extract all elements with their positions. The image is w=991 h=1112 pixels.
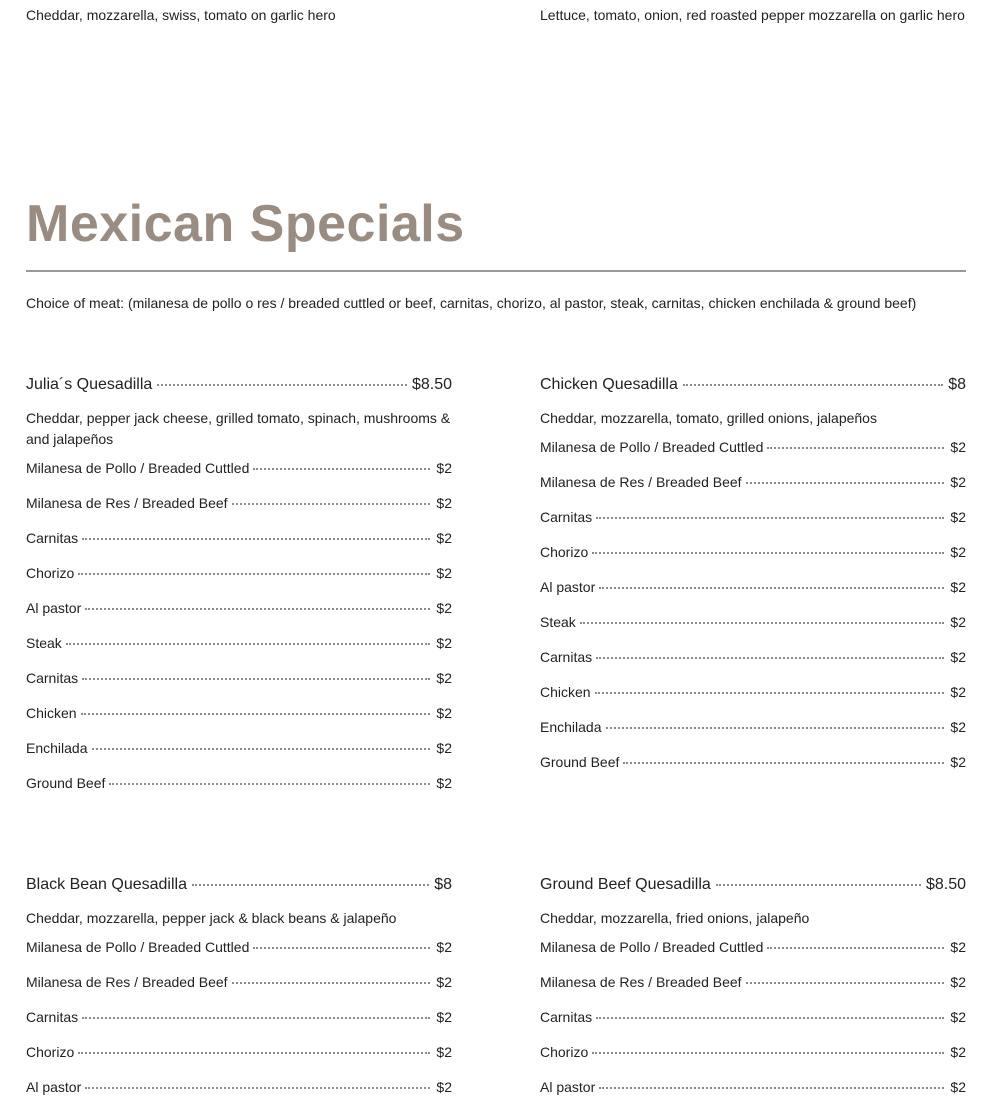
meat-option-price: $2 (950, 684, 966, 700)
menu-item-description: Cheddar, pepper jack cheese, grilled tomato, spinach, mushrooms & and jalapeños (26, 410, 451, 447)
meat-option-label: Chicken (26, 705, 77, 721)
meat-option (26, 1077, 452, 1112)
dot-leader (157, 384, 407, 386)
meat-option-price: $2 (950, 614, 966, 630)
meat-option-label: Al pastor (26, 600, 82, 616)
meat-option-price: $2 (436, 670, 452, 686)
dot-leader (716, 884, 921, 886)
meat-option (26, 458, 452, 493)
menu-item-julias-quesadilla (26, 374, 452, 808)
dot-leader (595, 692, 945, 694)
dot-leader (82, 1017, 430, 1019)
menu-item-black-bean-quesadilla (26, 874, 452, 1112)
meat-option-label: Chicken (540, 684, 591, 700)
meat-option-label: Enchilada (540, 719, 602, 735)
menu-item-description: Cheddar, mozzarella, pepper jack & black beans & jalapeño (26, 910, 397, 926)
meat-option-label: Milanesa de Res / Breaded Beef (540, 974, 742, 990)
meat-option-price: $2 (950, 1009, 966, 1025)
meat-option-label: Steak (26, 635, 62, 651)
meat-option (26, 563, 452, 598)
menu-item-name: Ground Beef Quesadilla (540, 876, 711, 893)
meat-option (540, 1042, 966, 1077)
meat-option-label: Chorizo (540, 544, 589, 560)
meat-option-price: $2 (436, 974, 452, 990)
meat-option (26, 1007, 452, 1042)
dot-leader (596, 657, 944, 659)
menu-item-description: Cheddar, mozzarella, tomato, grilled onions, jalapeños (540, 410, 877, 426)
dot-leader (85, 1087, 430, 1089)
dot-leader (606, 727, 945, 729)
menu-item-header (540, 874, 966, 896)
meat-option-price: $2 (436, 1079, 452, 1095)
dot-leader (623, 762, 944, 764)
menu-item-header (540, 374, 966, 396)
dot-leader (592, 1052, 944, 1054)
meat-option (26, 528, 452, 563)
dot-leader (82, 538, 430, 540)
meat-option-label: Milanesa de Pollo / Breaded Cuttled (540, 939, 764, 955)
menu-item-price: $8 (434, 876, 452, 893)
meat-option-label: Milanesa de Res / Breaded Beef (540, 474, 742, 490)
meat-option (540, 577, 966, 612)
meat-option-price: $2 (436, 565, 452, 581)
previous-item-description-right: Lettuce, tomato, onion, red roasted pepper mozzarella on garlic hero (540, 7, 965, 23)
meat-option-price: $2 (950, 754, 966, 770)
menu-item-ground-beef-quesadilla (540, 874, 966, 1112)
meat-option-label: Milanesa de Res / Breaded Beef (26, 495, 228, 511)
menu-item-price: $8.50 (925, 876, 966, 893)
meat-option-price: $2 (436, 1044, 452, 1060)
meat-option (540, 507, 966, 542)
meat-option (26, 598, 452, 633)
meat-option-price: $2 (436, 530, 452, 546)
meat-option-price: $2 (950, 579, 966, 595)
meat-option-label: Carnitas (540, 649, 593, 665)
meat-option-price: $2 (950, 719, 966, 735)
meat-option-price: $2 (436, 1009, 452, 1025)
meat-option (540, 437, 966, 472)
dot-leader (78, 573, 430, 575)
meat-option (540, 472, 966, 507)
meat-option (540, 752, 966, 787)
meat-option (540, 612, 966, 647)
meat-option-price: $2 (436, 939, 452, 955)
menu-item-name: Julia´s Quesadilla (26, 376, 153, 393)
meat-option-price: $2 (436, 705, 452, 721)
meat-option-price: $2 (950, 1044, 966, 1060)
meat-option (26, 1042, 452, 1077)
meat-option-price: $2 (436, 495, 452, 511)
meat-option (26, 972, 452, 1007)
meat-option-price: $2 (950, 974, 966, 990)
meat-option-price: $2 (950, 544, 966, 560)
meat-option-price: $2 (950, 649, 966, 665)
meat-option (540, 647, 966, 682)
meat-option-price: $2 (950, 439, 966, 455)
meat-option (26, 937, 452, 972)
meat-option-label: Steak (540, 614, 576, 630)
menu-item-chicken-quesadilla (540, 374, 966, 787)
meat-option-label: Ground Beef (540, 754, 620, 770)
dot-leader (596, 1017, 944, 1019)
meat-option-label: Milanesa de Pollo / Breaded Cuttled (26, 939, 250, 955)
meat-option-label: Al pastor (26, 1079, 82, 1095)
meat-option-price: $2 (950, 1079, 966, 1095)
meat-options-list (26, 458, 452, 808)
meat-option-label: Chorizo (26, 565, 75, 581)
meat-option-label: Milanesa de Pollo / Breaded Cuttled (26, 460, 250, 476)
meat-option-label: Carnitas (26, 530, 79, 546)
meat-option-label: Al pastor (540, 579, 596, 595)
section-title: Mexican Specials (26, 195, 465, 253)
dot-leader (232, 982, 431, 984)
dot-leader (767, 947, 944, 949)
meat-option-label: Milanesa de Res / Breaded Beef (26, 974, 228, 990)
meat-option-price: $2 (950, 509, 966, 525)
meat-option-label: Carnitas (540, 509, 593, 525)
meat-option-label: Carnitas (26, 1009, 79, 1025)
dot-leader (192, 884, 429, 886)
dot-leader (253, 947, 430, 949)
dot-leader (78, 1052, 430, 1054)
meat-option-label: Milanesa de Pollo / Breaded Cuttled (540, 439, 764, 455)
meat-option-label: Carnitas (26, 670, 79, 686)
dot-leader (253, 468, 430, 470)
dot-leader (82, 678, 430, 680)
meat-options-list (26, 937, 452, 1112)
meat-option (26, 738, 452, 773)
dot-leader (746, 482, 945, 484)
dot-leader (683, 384, 943, 386)
dot-leader (66, 643, 431, 645)
meat-option-price: $2 (436, 600, 452, 616)
dot-leader (767, 447, 944, 449)
menu-item-header (26, 374, 452, 396)
meat-option (540, 542, 966, 577)
dot-leader (580, 622, 945, 624)
meat-option (26, 493, 452, 528)
meat-option (26, 703, 452, 738)
meat-option-price: $2 (950, 939, 966, 955)
meat-options-list (540, 437, 966, 787)
meat-options-list (540, 937, 966, 1112)
meat-option (540, 682, 966, 717)
meat-option-label: Enchilada (26, 740, 88, 756)
dot-leader (109, 783, 430, 785)
menu-item-price: $8.50 (411, 376, 452, 393)
menu-item-price: $8 (948, 376, 966, 393)
menu-item-description: Cheddar, mozzarella, fried onions, jalapeño (540, 910, 810, 926)
meat-option (540, 972, 966, 1007)
meat-option-label: Chorizo (540, 1044, 589, 1060)
meat-option-label: Ground Beef (26, 775, 106, 791)
meat-option-label: Chorizo (26, 1044, 75, 1060)
meat-option (540, 1007, 966, 1042)
meat-option (26, 773, 452, 808)
section-note: Choice of meat: (milanesa de pollo o res / breaded cuttled or beef, carnitas, chorizo, al pastor, steak, carnitas, chicken enchilada & ground beef) (26, 295, 917, 311)
meat-option (26, 633, 452, 668)
meat-option-label: Carnitas (540, 1009, 593, 1025)
menu-item-name: Chicken Quesadilla (540, 376, 678, 393)
menu-item-name: Black Bean Quesadilla (26, 876, 187, 893)
dot-leader (592, 552, 944, 554)
meat-option-price: $2 (436, 740, 452, 756)
meat-option (540, 717, 966, 752)
previous-item-description-left: Cheddar, mozzarella, swiss, tomato on garlic hero (26, 7, 336, 23)
meat-option-price: $2 (436, 460, 452, 476)
dot-leader (85, 608, 430, 610)
dot-leader (232, 503, 431, 505)
meat-option-price: $2 (950, 474, 966, 490)
meat-option-label: Al pastor (540, 1079, 596, 1095)
dot-leader (599, 1087, 944, 1089)
meat-option-price: $2 (436, 635, 452, 651)
dot-leader (746, 982, 945, 984)
dot-leader (599, 587, 944, 589)
meat-option (540, 1077, 966, 1112)
meat-option (540, 937, 966, 972)
meat-option-price: $2 (436, 775, 452, 791)
dot-leader (92, 748, 431, 750)
menu-item-header (26, 874, 452, 896)
dot-leader (596, 517, 944, 519)
dot-leader (81, 713, 431, 715)
meat-option (26, 668, 452, 703)
section-divider (26, 270, 966, 272)
